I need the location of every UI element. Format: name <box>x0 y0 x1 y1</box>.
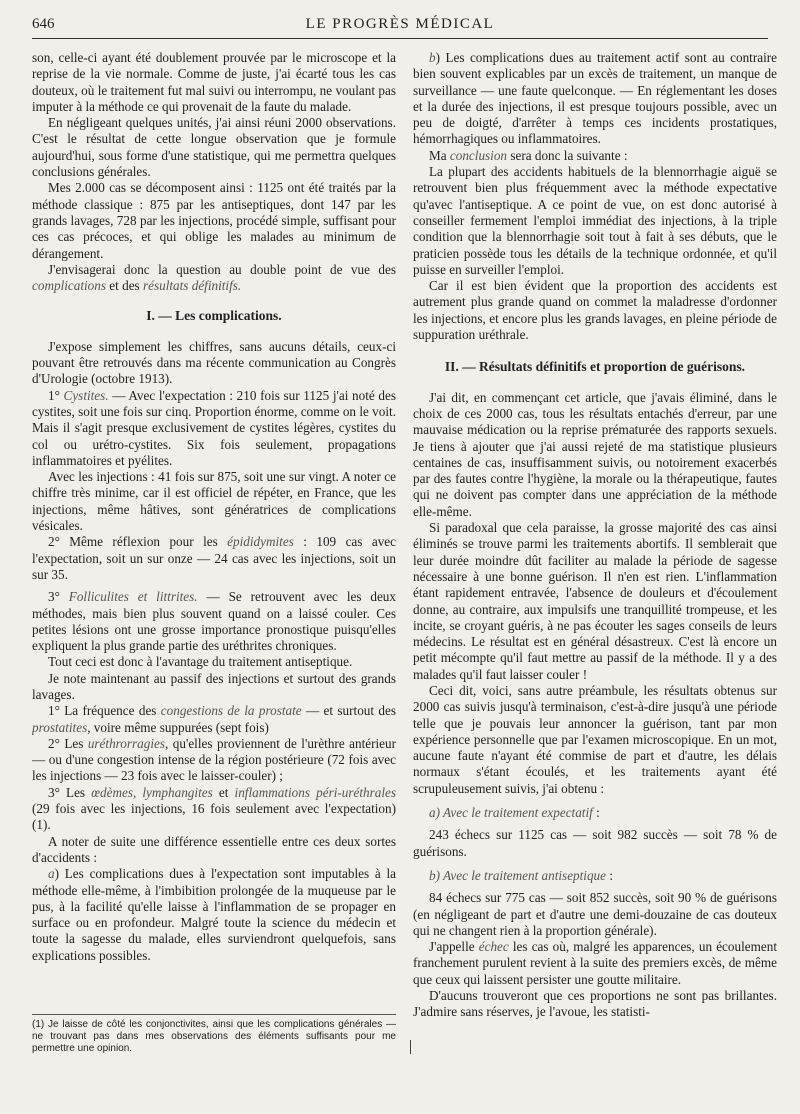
paragraph: 2° Les uréthrorragies, qu'elles proviennent de l'urèthre antérieur — ou d'une congestion intense de la région postérieure (72 fois avec les injections — 23 fois avec le laisser-couler) ; <box>32 735 396 784</box>
column-rule <box>410 1040 411 1054</box>
paragraph: La plupart des accidents habituels de la blennorrhagie aiguë se retrouvent bien plus fréquemment avec la méthode expectative qu'avec l'antiseptique. A ce point de vue, on est donc autorisé à conseiller fermement l'emploi immédiat des injections, à la triple condition que la blennorrhagie soit tout à fait à ses débuts, que le praticien possède tous les détails de la technique ordonnée, et qu'il puisse en surveiller l'emploi. <box>413 164 777 277</box>
paragraph: Tout ceci est donc à l'avantage du traitement antiseptique. <box>48 654 353 670</box>
paragraph: 2° Même réflexion pour les épididymites : 109 cas avec l'expectation, soit un sur onze — 24 cas avec les injections, soit un sur 35. <box>32 534 396 582</box>
paragraph: D'aucuns trouveront que ces proportions ne sont pas brillantes. J'admire sans réserves, je l'avoue, les statisti- <box>413 988 777 1020</box>
paragraph: J'appelle échec les cas où, malgré les apparences, un écoulement franchement purulent revient à la suite des premiers excès, de même que ceux qui laissent persister une goutte militaire. <box>413 939 777 987</box>
paragraph: 3° Les œdèmes, lymphangites et inflammations péri-uréthrales (29 fois avec les injections, 16 fois seulement avec l'expectation) (1). <box>32 784 396 833</box>
paragraph: Ceci dit, voici, sans autre préambule, les résultats obtenus sur 2000 cas suivis jusqu'à terminaison, c'est-à-dire jusqu'à une période telle que je pouvais leur annoncer la guérison, tant par mon expérience personnelle que par l'examen microscopique. En un mot, aucune faute n'ayant été commise de part et d'autre, les délais normaux s'étant écoulés, et les traitements ayant été scrupuleusement suivis, j'ai obtenu : <box>413 682 777 796</box>
paragraph: En négligeant quelques unités, j'ai ainsi réuni 2000 observations. C'est le résultat de cette longue observation que je formule aujourd'hui, sous forme d'une statistique, qui me permettra quelques conclusions générales. <box>32 115 396 180</box>
paragraph: 1° La fréquence des congestions de la prostate — et surtout des prostatites, voire même suppurées (sept fois) <box>32 703 396 735</box>
paragraph: 243 échecs sur 1125 cas — soit 982 succès — soit 78 % de guérisons. <box>413 827 777 859</box>
paragraph: Je note maintenant au passif des injections et surtout des grands lavages. <box>32 670 396 702</box>
paragraph: Mes 2.000 cas se décomposent ainsi : 1125 ont été traités par la méthode classique : 875 par les antiseptiques, dont 147 par les grands lavages, 728 par les injections, procédé simple, suffisant pour ces cas précoces, et qui oblige les malades au minimum de dérangement. <box>32 180 396 261</box>
section-heading-results: II. — Résultats définitifs et proportion de guérisons. <box>444 359 746 375</box>
right-column <box>413 50 777 1100</box>
paragraph: J'expose simplement les chiffres, sans aucuns détails, ceux-ci pouvant être retrouvés dans ma récente communication au Congrès d'Urologie (octobre 1913). <box>32 338 396 387</box>
footnote: (1) Je laisse de côté les conjonctivites, ainsi que les complications générales — ne trouvant pas dans mes observations des éléments suffisants pour me permettre une opinion. <box>32 1014 396 1055</box>
paragraph: b) Les complications dues au traitement actif sont au contraire bien souvent explicables par un excès de traitement, un manque de surveillance — une faute quelconque. — En réglementant les doses et la durée des injections, il est presque toujours possible, avec un peu de doigté, d'arrêter à temps ces incidents prostatiques, hémorrhagiques ou inflammatoires. <box>413 50 777 147</box>
paragraph: J'ai dit, en commençant cet article, que j'avais éliminé, dans le choix de ces 2000 cas, tous les résultats entachés d'erreur, par une mauvaise médication ou la reprise prématurée des rapports sexuels. Je tiens à ajouter que j'ai aussi rejeté de ma statistique plusieurs centaines de cas, insuffisamment suivis, ou notoirement exacerbés par des fautes contre l'hygiène, la morale ou la thérapeutique, fautes qui ne doivent pas compter dans une appréciation de la méthode elle-même. <box>413 389 777 519</box>
paragraph: A noter de suite une différence essentielle entre ces deux sortes d'accidents : <box>32 833 396 865</box>
paragraph: Si paradoxal que cela paraisse, la grosse majorité des cas ainsi éliminés se trouve parmi les traitements abortifs. Il semblerait que leur durée moindre dût faciliter au malade la période de sagesse nécessaire à une bonne guérison. Il n'en est rien. L'inflammation étant rapidement entravée, l'absence de douleurs et d'écoulement donne, au contraire, aux impulsifs une tranquillité trompeuse, et les incite, se croyant guéris, à ne pas écouter les sages conseils de leurs médecins. Le résultat est en général désastreux. C'est là encore un petit mécompte qu'il faut mettre au passif de la méthode. Il y a des malades qu'il faut laisser couler ! <box>413 520 777 682</box>
paragraph: b) Avec le traitement antiseptique : <box>429 867 613 883</box>
paragraph: Avec les injections : 41 fois sur 875, soit une sur vingt. A noter ce chiffre très minime, car il est officiel de répéter, en France, que les injections, même hâtives, sont génératrices de complications vésicales. <box>32 469 396 534</box>
paragraph: a) Avec le traitement expectatif : <box>429 805 600 821</box>
paragraph: Car il est bien évident que la proportion des accidents est autrement plus grande quand on commet la maladresse d'ordonner les injections, et encore plus les grands lavages, en pleine période de suppuration uréthrale. <box>413 278 777 343</box>
paragraph: 1° Cystites. — Avec l'expectation : 210 fois sur 1125 j'ai noté des cystites, soit une fois sur cinq. Proportion énorme, comme on le voit. Mais il s'agit presque exclusivement de cystites légères, cystites du col ou urétro-cystites. Six fois seulement, propagations inflammatoires et pyélites. <box>32 387 396 468</box>
paragraph: son, celle-ci ayant été doublement prouvée par le microscope et la reprise de la vie normale. Comme de juste, j'ai écarté tous les cas douteux, où le traitement fut mal suivi ou interrompu, ne voulant pas imputer à la méthode ce qui provenait de la faute du malade. <box>32 50 396 114</box>
paragraph: 84 échecs sur 775 cas — soit 852 succès, soit 90 % de guérisons (en négligeant de part et d'autre une demi-douzaine de cas douteux qui ne changent rien à la proportion générale). <box>413 890 777 938</box>
page-number: 646 <box>32 16 55 32</box>
page-header <box>32 14 768 39</box>
journal-title: LE PROGRÈS MÉDICAL <box>305 16 495 32</box>
paragraph: a) Les complications dues à l'expectation sont imputables à la méthode elle-même, à l'imbibition prolongée de la muqueuse par le pus, à la facilité qu'elle laisse à l'inflammation de se propager en surface ou en profondeur. Malgré toute la science du médecin et toute la sagesse du malade, elles surviendront quelquefois, sans explications possibles. <box>32 866 396 963</box>
left-column <box>32 50 396 1082</box>
paragraph: Ma conclusion sera donc la suivante : <box>429 147 628 163</box>
section-heading-complications: I. — Les complications. <box>146 308 282 324</box>
paragraph: 3° Folliculites et littrites. — Se retrouvent avec les deux méthodes, mais bien plus souvent quand on a laissé couler. Ces petites lésions ont une grosse importance pronostique puisqu'elles expliquent la plus grande partie des uréthrites chroniques. <box>32 589 396 654</box>
paragraph: J'envisagerai donc la question au double point de vue des complications et des résultats définitifs. <box>32 261 396 294</box>
